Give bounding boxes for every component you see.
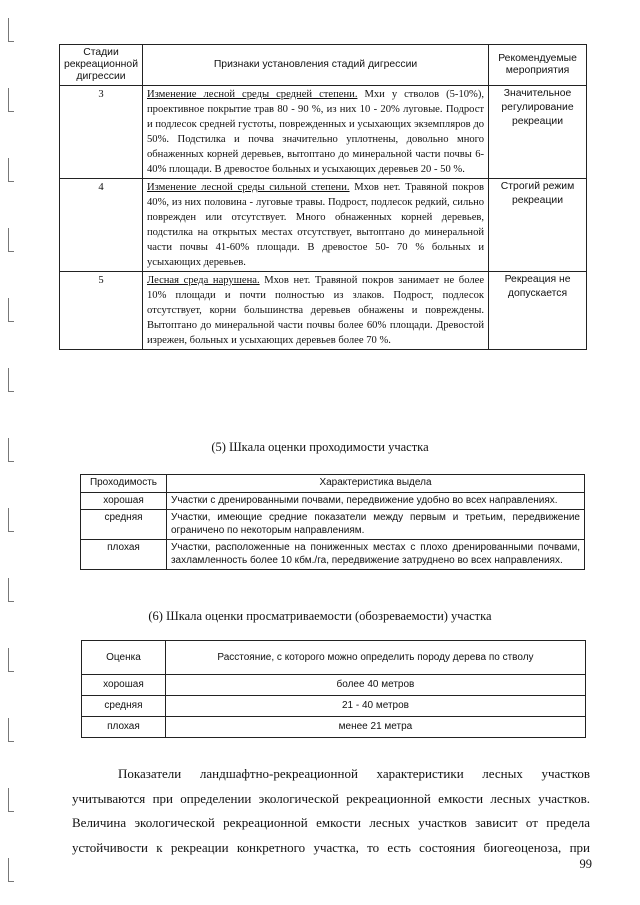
stage-title: Изменение лесной среды средней степени. [146,89,358,100]
margin-mark [8,298,14,322]
passability-level: средняя [81,510,167,540]
passability-table [80,474,585,570]
passability-table-caption: (5) Шкала оценки проходимости участка [211,440,429,454]
margin-mark [8,858,14,882]
table-row [81,540,585,570]
stage-recommendation: Значительное регулирование рекреации [489,86,587,179]
paragraph-line: Величина экологической рекреационной емкости лесных участков зависит от предела [72,815,590,831]
visibility-table [81,640,586,738]
table-row [82,675,586,696]
stage-description [142,86,488,179]
table-row [60,179,587,272]
paragraph-line: учитываются при определении экологической рекреационной емкости лесных участков. [72,790,590,806]
table-row [81,492,585,510]
table-row [60,272,587,350]
paragraph-line: Показатели ландшафтно-рекреационной характеристики лесных участков [118,766,590,781]
digression-stages-table [59,44,587,350]
stage-description [142,179,488,272]
header-measures: Рекомендуемые мероприятия [489,45,587,86]
header-passability: Проходимость [81,475,167,493]
stage-text: Мхов нет. Травяной покров 40%, из них половина - луговые травы. Подрост, подлесок редкий, сильно поврежден или отсутствует. Много обнаженных корней деревьев, подстилка на открытых местах отсутствует, вытоптано до минеральной части почвы 41-60% площади. В древостое 50- 70 % больных и усыхающих деревьев. [146,182,485,268]
visibility-distance: более 40 метров [165,675,585,696]
margin-mark [8,368,14,392]
visibility-table-caption: (6) Шкала оценки просматриваемости (обозреваемости) участка [148,609,492,623]
header-rating: Оценка [82,641,166,675]
header-signs: Признаки установления стадий дигрессии [142,45,488,86]
passability-text: Участки, расположенные на пониженных местах с плохо дренированными почвами, захламленность более 10 кбм./га, передвижение затруднено во всех направлениях. [166,540,584,570]
stage-number: 5 [60,272,143,350]
margin-mark [8,228,14,252]
margin-mark [8,88,14,112]
stage-recommendation: Рекреация не допускается [489,272,587,350]
table-row [81,510,585,540]
visibility-level: хорошая [82,675,166,696]
stage-number: 3 [60,86,143,179]
table-header-row [81,475,585,493]
visibility-distance: менее 21 метра [165,717,585,738]
stage-text: Мхов нет. Травяной покров занимает не более 10% площади и почти полностью из злаков. Подрост, подлесок отсутствует, корни большинства деревьев обнажены и повреждены. Вытоптано до минеральной части почвы более 60% площади. Древостой изрежен, больных и усыхающих деревьев более 70 %. [146,275,485,346]
page-number: 99 [579,857,592,871]
table-header-row [60,45,587,86]
stage-description [142,272,488,350]
header-characteristics: Характеристика выдела [166,475,584,493]
margin-mark [8,158,14,182]
visibility-distance: 21 - 40 метров [165,696,585,717]
stage-text: Мхи у стволов (5-10%), проективное покрытие трав 80 - 90 %, из них 10 - 20% луговые. Подрост и подлесок средней густоты, поврежденных и усыхающих экземпляров до 50%. Подстилка и почва значительно уплотнены, довольно много обнаженных корней деревьев, вытоптано до минеральной части почвы 6-40% площади. В древостое больных и усыхающих деревьев 20 - 50 %. [146,89,485,175]
table-row [82,717,586,738]
body-paragraph [72,762,590,861]
table-row [60,86,587,179]
paragraph-line: устойчивости к рекреации конкретного участка, то есть состояния биогеоценоза, при [72,840,590,856]
margin-mark [8,788,14,812]
margin-mark [8,648,14,672]
stage-number: 4 [60,179,143,272]
margin-mark [8,718,14,742]
header-stage: Стадии рекреационной дигрессии [60,45,143,86]
visibility-level: плохая [82,717,166,738]
margin-mark [8,578,14,602]
table-header-row [82,641,586,675]
passability-text: Участки, имеющие средние показатели между первым и третьим, передвижение ограничено по некоторым направлениям. [166,510,584,540]
margin-mark [8,18,14,42]
table-row [82,696,586,717]
passability-text: Участки с дренированными почвами, передвижение удобно во всех направлениях. [166,492,584,510]
stage-title: Изменение лесной среды сильной степени. [146,182,350,193]
stage-recommendation: Строгий режим рекреации [489,179,587,272]
margin-mark [8,508,14,532]
header-distance: Расстояние, с которого можно определить породу дерева по стволу [165,641,585,675]
passability-level: плохая [81,540,167,570]
visibility-level: средняя [82,696,166,717]
passability-level: хорошая [81,492,167,510]
stage-title: Лесная среда нарушена. [146,275,260,286]
